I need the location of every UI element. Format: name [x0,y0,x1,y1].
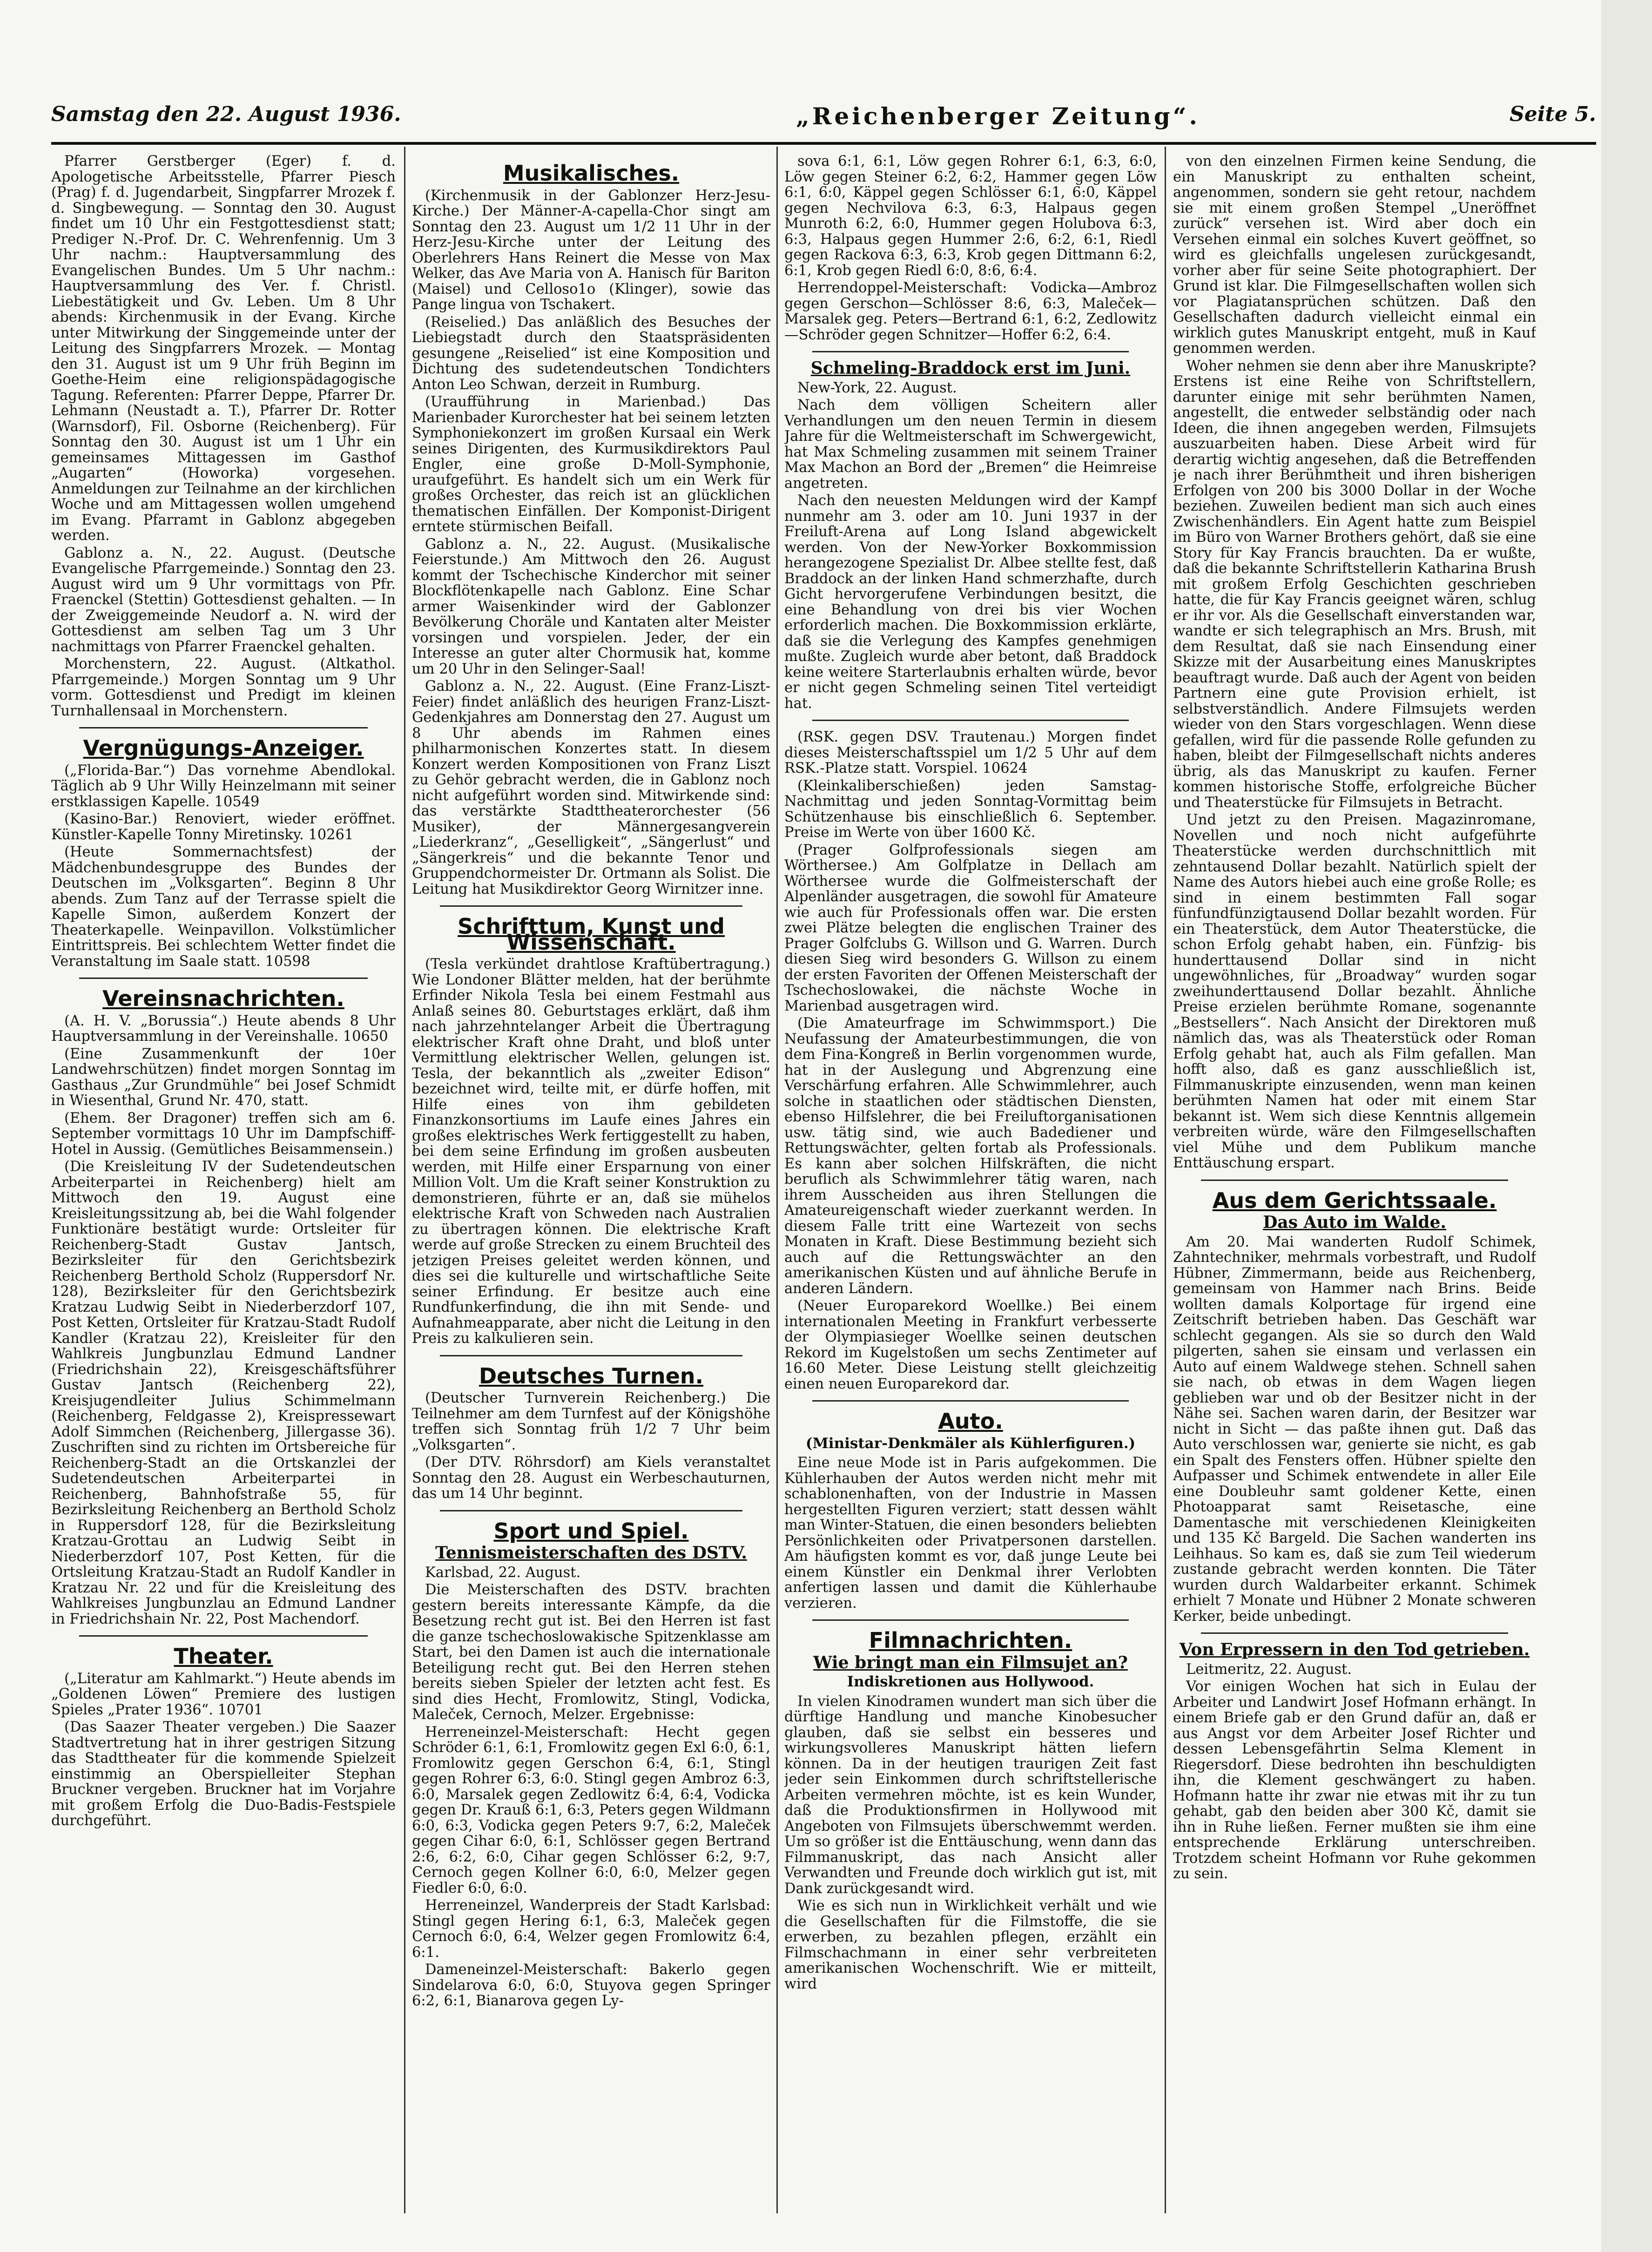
article-separator [79,727,368,728]
article-paragraph: (Kirchenmusik in der Gablonzer Herz-Jesu-Kirche.) Der Männer-A-capella-Chor singt am Sonntag den 23. August um 1/2 11 Uhr in der Herz-Jesu-Kirche unter der Leitung des Oberlehrers Hans Reinert die Messe von Max Welker, das Ave Maria von A. Hanisch für Bariton (Maisel) und Celloso1o (Klinger), sowie das Pange lingua von Tschakert. [412,187,770,313]
article-paragraph: („Florida-Bar.“) Das vornehme Abendlokal. Täglich ab 9 Uhr Willy Heinzelmann mit seiner erstklassigen Kapelle. 10549 [51,762,396,810]
article-separator [812,720,1129,721]
article-separator [79,1635,368,1637]
article-paragraph: (Reiselied.) Das anläßlich des Besuches der Liebiegstadt durch den Staatspräsidenten gesungene „Reiselied“ ist eine Komposition und Dichtung des sudetendeutschen Tondichters Anton Leo Schwan, derzeit in Rumburg. [412,314,770,393]
article-paragraph: Herreneinzel-Meisterschaft: Hecht gegen Schröder 6:1, 6:1, Fromlowitz gegen Exl 6:0, 6:1, Fromlowitz gegen Gerschon 6:4, 6:1, Stingl gegen Rohrer 6:3, 6:0. Stingl gegen Ambroz 6:3, 6:0, Marsalek gegen Zedlowitz 6:4, 6:4, Vodicka gegen Dr. Krauß 6:1, 6:3, Peters gegen Wildmann 6:0, 6:3, Vodicka gegen Peters 9:7, 6:2, Maleček gegen Cihar 6:0, 6:1, Schlösser gegen Bertrand 2:6, 6:2, 6:0, Cihar gegen Schlösser 6:2, 9:7, Cernoch gegen Kollner 6:0, 6:0, Melzer gegen Fiedler 6:0, 6:0. [412,1724,770,1896]
article-paragraph: Herrendoppel-Meisterschaft: Vodicka—Ambroz gegen Gerschon—Schlösser 8:6, 6:3, Maleček—Marsalek geg. Peters—Bertrand 6:1, 6:2, Zedlowitz—Schröder gegen Schnitzer—Hoffer 6:2, 6:4. [784,280,1157,343]
section-heading: Auto. [938,1409,1003,1434]
article-separator [440,905,742,907]
article-paragraph: Nach dem völligen Scheitern aller Verhandlungen um den neuen Termin in diesem Jahre für die Weltmeisterschaft im Schwergewicht, hat Max Schmeling zusammen mit seinem Trainer Max Machon an Bord der „Bremen“ die Heimreise angetreten. [784,397,1157,492]
article-paragraph: (Heute Sommernachtsfest) der Mädchenbundesgruppe des Bundes der Deutschen im „Volksgarten“. Beginn 8 Uhr abends. Zum Tanz auf der Terrasse spielt die Kapelle Simon, außerdem Konzert der Theaterkapelle. Weinpavillon. Volkstümlicher Eintrittspreis. Bei schlechtem Wetter findet die Veranstaltung im Saale statt. 10598 [51,844,396,970]
article-paragraph: (Kleinkaliberschießen) jeden Samstag-Nachmittag und jeden Sonntag-Vormittag beim Schützenhause bis einschließlich 6. September. Preise im Werte von über 1600 Kč. [784,777,1157,841]
article-paragraph: Morchenstern, 22. August. (Altkathol. Pfarrgemeinde.) Morgen Sonntag um 9 Uhr vorm. Gottesdienst und Predigt im kleinen Turnhallensaal in Morchenstern. [51,656,396,719]
article-paragraph: Nach den neuesten Meldungen wird der Kampf nunmehr am 3. oder am 10. Juni 1937 in der Freiluft-Arena auf Long Island abgewickelt werden. Von der New-Yorker Boxkommission herangezogene Spezialist Dr. Albee stellte fest, daß Braddock an der linken Hand schmerzhafte, durch Gicht hervorgerufene Verbindungen besitzt, die eine Behandlung von drei bis vier Wochen erforderlich machen. Die Boxkommission erklärte, daß sie die Verlegung des Kampfes genehmigen mußte. Zugleich wurde aber betont, daß Braddock keine weitere Starterlaubnis erhalten würde, bevor er nicht gegen Schmeling seinen Titel verteidigt hat. [784,492,1157,712]
article-headline: Von Erpressern in den Tod getrieben. [1179,1640,1530,1659]
article-separator [812,1619,1129,1621]
section-heading: Deutsches Turnen. [479,1363,704,1389]
column-4 [1173,154,1536,2211]
article-subheadline: Indiskretionen aus Hollywood. [847,1673,1094,1690]
column-divider [1165,147,1166,2213]
article-headline: Wie bringt man ein Filmsujet an? [813,1652,1128,1672]
article-paragraph: Vor einigen Wochen hat sich in Eulau der Arbeiter und Landwirt Josef Hofmann erhängt. In einem Briefe gab er den Grund dafür an, daß er aus Angst vor dem Arbeiter Josef Richter und dessen Lebensgefährtin Selma Klement in Riegersdorf. Diese bedrohten ihn beschuldigten ihn, die Klement geschwängert zu haben. Hofmann hatte ihr zwar nie etwas mit ihr zu tun gehabt, gab den beiden aber 300 Kč, damit sie ihn in Ruhe ließen. Ferner mußten sie ihm eine entsprechende Erklärung unterschreiben. Trotzdem scheint Hofmann vor Ruhe gekommen zu sein. [1173,1679,1536,1882]
article-paragraph: Pfarrer Gerstberger (Eger) f. d. Apologetische Arbeitsstelle, Pfarrer Piesch (Prag) f. d. Jugendarbeit, Singpfarrer Mrozek f. d. Singbewegung. — Sonntag den 30. August findet um 10 Uhr ein Festgottesdienst statt; Prediger N.-Prof. Dr. C. Wehrenfennig. Um 3 Uhr nachm.: Hauptversammlung des Evangelischen Bundes. Um 5 Uhr nachm.: Hauptversammlung des Ver. f. Christl. Liebestätigkeit und Gv. Leben. Um 8 Uhr abends: Kirchenmusik in der Evang. Kirche unter Mitwirkung der Singgemeinde unter der Leitung des Singpfarrers Mrozek. — Montag den 31. August ist um 9 Uhr früh Beginn im Goethe-Heim eine religionspädagogische Tagung. Referenten: Pfarrer Deppe, Pfarrer Dr. Lehmann (Neustadt a. T.), Pfarrer Dr. Rotter (Warnsdorf), Fil. Osborne (Reichenberg). Für Sonntag den 30. August ist um 1 Uhr ein gemeinsames Mittagessen im Gasthof „Augarten“ (Howorka) vorgesehen. Anmeldungen zur Teilnahme an der kirchlichen Woche und am Mittagessen wollen umgehend im Evang. Pfarramt in Gablonz abgegeben werden. [51,154,396,544]
section-heading: Schrifttum, Kunst und Wissenschaft. [458,914,725,955]
article-paragraph: (Das Saazer Theater vergeben.) Die Saazer Stadtvertretung hat in ihrer gestrigen Sitzung das Stadttheater für die kommende Spielzeit einstimmig an Oberspielleiter Stephan Bruckner vergeben. Bruckner hat im Vorjahre mit großem Erfolg die Duo-Badis-Festspiele durchgeführt. [51,1719,396,1829]
article-paragraph: („Literatur am Kahlmarkt.“) Heute abends im „Goldenen Löwen“ Premiere des lustigen Spieles „Prater 1936“. 10701 [51,1670,396,1718]
article-paragraph: (Tesla verkündet drahtlose Kraftübertragung.) Wie Londoner Blätter melden, hat der berühmte Erfinder Nikola Tesla bei einem Festmahl aus Anlaß seines 80. Geburtstages erklärt, daß ihm nach jahrzehntelanger Arbeit die Übertragung elektrischer Kraft ohne Draht, und bloß unter Vermittlung elektrischer Wellen, gelungen ist. Tesla, der bekanntlich als „zweiter Edison“ bezeichnet wird, teilte mit, er dürfe hoffen, mit Hilfe eines von ihm gebildeten Finanzkonsortiums im Laufe eines Jahres ein großes elektrisches Werk fertiggestellt zu haben, bei dem seine Erfindung im großen ausbeuten werden, mit Hilfe einer Ersparnung von einer Million Volt. Um die Kraft seiner Konstruktion zu demonstrieren, führte er an, daß sie mühelos elektrische Kraft von Schweden nach Australien zu übertragen können. Die elektrische Kraft werde auf große Strecken zu einem Bruchteil des jetzigen Preises geleitet werden können, und dies sei die kulturelle und wirtschaftliche Seite seiner Erfindung. Er besitze auch eine Rundfunkerfindung, die ihn mit Sende- und Aufnahmeapparate, aber nicht die Leitung in den Preis zu kalkulieren sein. [412,956,770,1347]
article-paragraph: Leitmeritz, 22. August. [1186,1661,1352,1678]
page-margin [1601,0,1652,2252]
column-1 [51,154,396,2211]
section-heading: Musikalisches. [503,161,680,186]
article-subheadline: (Ministar-Denkmäler als Kühlerfiguren.) [805,1435,1136,1452]
article-paragraph: sova 6:1, 6:1, Löw gegen Rohrer 6:1, 6:3, 6:0, Löw gegen Steiner 6:2, 6:2, Hammer gegen Löw 6:1, 6:0, Käppel gegen Schlösser 6:1, 6:0, Käppel gegen Nechvilova 6:3, 6:3, Halpaus gegen Munroth 6:2, 6:0, Hummer gegen Holubova 6:3, 6:3, Halpaus gegen Hummer 2:6, 6:2, 6:1, Riedl gegen Rackova 6:3, 6:3, Krob gegen Dittmann 6:2, 6:1, Krob gegen Riedl 6:0, 8:6, 6:4. [784,154,1157,279]
page-header [51,102,1596,144]
article-paragraph: Und jetzt zu den Preisen. Magazinromane, Novellen und noch nicht aufgeführte Theaterstücke werden durchschnittlich mit zehntausend Dollar bezahlt. Natürlich spielt der Name des Autors hiebei auch eine große Rolle; es sind in einem bestimmten Fall sogar fünfundfünzigtausend Dollar bezahlt worden. Für ein Theaterstück, dem Autor Theaterstücke, die schon Erfolg gehabt haben, ein. Fünfzig- bis hunderttausend Dollar sind in nicht ungewöhnliches, für „Broadway“ wurden sogar zweihunderttausend Dollar bezahlt. Ähnliche Preise erzielen berühmte Romane, sogenannte „Bestsellers“. Nach Ansicht der Direktoren muß nämlich das, was als Theaterstück oder Roman Erfolg gehabt hat, auch als Film gefallen. Man hofft also, daß es ganz ausschließlich ist, Filmmanuskripte einzusenden, wenn man keinen berühmten Namen hat oder mit einem Star bekannt ist. Wem sich diese Kenntnis allgemein verbreiten würde, wäre den Filmgesellschaften viel Mühe und dem Publikum manche Enttäuschung erspart. [1173,812,1536,1171]
article-paragraph: (Ehem. 8er Dragoner) treffen sich am 6. September vormittags 10 Uhr im Dampfschiff-Hotel in Aussig. (Gemütliches Beisammensein.) [51,1110,396,1158]
article-paragraph: Karlsbad, 22. August. [425,1564,581,1581]
page-number: Seite 5. [1509,102,1596,126]
column-2 [412,154,770,2211]
article-headline: Tennismeisterschaften des DSTV. [435,1543,747,1563]
article-paragraph: Eine neue Mode ist in Paris aufgekommen. Die Kühlerhauben der Autos werden nicht mehr mit schablonenhaften, von der Industrie in Massen hergestellten Figuren verziert; statt dessen wählt man Winter-Statuen, die einen besonders beliebten Persönlichkeiten oder Privatpersonen darstellen. Am häufigsten kommt es vor, daß junge Leute bei einem Künstler ein Denkmal ihrer Verlobten anfertigen lassen und damit die Kühlerhaube verzieren. [784,1455,1157,1611]
column-divider [404,147,405,2213]
section-heading: Aus dem Gerichtssaale. [1212,1187,1497,1213]
article-paragraph: (Kasino-Bar.) Renoviert, wieder eröffnet. Künstler-Kapelle Tonny Miretinsky. 10261 [51,811,396,843]
article-paragraph: Dameneinzel-Meisterschaft: Bakerlo gegen Sindelarova 6:0, 6:0, Stuyova gegen Springer 6:2, 6:1, Bianarova gegen Ly- [412,1962,770,2009]
article-separator [812,1400,1129,1402]
article-paragraph: Herreneinzel, Wanderpreis der Stadt Karlsbad: Stingl gegen Hering 6:1, 6:3, Maleček gegen Cernoch 6:0, 6:4, Welzer gegen Fromlowitz 6:4, 6:1. [412,1897,770,1961]
section-heading: Theater. [174,1644,273,1669]
newspaper-title: „Reichenberger Zeitung“. [796,102,1200,130]
column-divider [776,147,778,2213]
article-separator [440,1510,742,1511]
section-heading: Filmnachrichten. [869,1628,1072,1653]
article-paragraph: (Prager Golfprofessionals siegen am Wörthersee.) Am Golfplatze in Dellach am Wörthersee wurde die Golfmeisterschaft der Alpenländer ausgetragen, die sowohl für Amateure wie auch für Professionals offen war. Die ersten zwei Plätze belegten die englischen Trainer des Prager Golfclubs G. Willson und G. Warren. Durch diesen Sieg wird besonders G. Willson zu einem der ersten Favoriten der Offenen Meisterschaft der Tschechoslowakei, die nächste Woche in Marienbad ausgetragen wird. [784,842,1157,1014]
article-paragraph: Wie es sich nun in Wirklichkeit verhält und wie die Gesellschaften für die Filmstoffe, die sie erwerben, zu bezahlen pflegen, erzählt ein Filmschachmann in einer sehr verbreiteten amerikanischen Wochenschrift. Wie er mitteilt, wird [784,1898,1157,1992]
article-paragraph: Die Meisterschaften des DSTV. brachten gestern bereits interessante Kämpfe, da die Besetzung recht gut ist. Bei den Herren ist fast die ganze tschechoslowakische Spitzenklasse am Start, bei den Damen ist auch die internationale Beteiligung recht gut. Bei den Herren stehen bereits sieben Spieler der letzten acht fest. Es sind dies Hecht, Fromlowitz, Stingl, Vodicka, Maleček, Cernoch, Melzer. Ergebnisse: [412,1582,770,1723]
article-paragraph: (A. H. V. „Borussia“.) Heute abends 8 Uhr Hauptversammlung in der Vereinshalle. 10650 [51,1012,396,1045]
column-3 [784,154,1157,2211]
article-separator [812,351,1129,352]
header-date: Samstag den 22. August 1936. [51,102,401,126]
article-paragraph: (RSK. gegen DSV. Trautenau.) Morgen findet dieses Meisterschaftsspiel um 1/2 5 Uhr auf dem RSK.-Platze statt. Vorspiel. 10624 [784,729,1157,776]
header-rule [51,142,1596,145]
article-paragraph: (Neuer Europarekord Woellke.) Bei einem internationalen Meeting in Frankfurt verbesserte der Olympiasieger Woellke seinen deutschen Rekord im Kugelstoßen um sechs Zentimeter auf 16.60 Meter. Diese Leistung stellt gleichzeitig einen neuen Europarekord dar. [784,1298,1157,1392]
article-headline: Das Auto im Walde. [1263,1213,1446,1232]
article-paragraph: New-York, 22. August. [797,379,957,396]
section-heading: Vergnügungs-Anzeiger. [83,735,364,761]
article-separator [1201,1180,1508,1181]
article-paragraph: Am 20. Mai wanderten Rudolf Schimek, Zahntechniker, mehrmals vorbestraft, und Rudolf Hübner, Zimmermann, beide aus Reichenberg, gemeinsam von Hammer nach Brins. Beide wollten damals Kolportage für irgend eine Zeitschrift betrieben haben. Das Geschäft war schlecht gegangen. Als sie so durch den Wald pilgerten, sahen sie einsam und verlassen ein Auto auf einem Waldwege stehen. Schnell sahen sie nach, ob etwas in dem Wagen liegen geblieben war und ob der Besitzer nicht in der Nähe sei. Sachen waren darin, der Besitzer war nicht in Sicht — das paßte ihnen gut. Daß das Auto verschlossen war, genierte sie nicht, es gab ein Spalt des Fensters offen. Hübner spielte den Aufpasser und Schimek entwendete in aller Eile eine Doubleuhr samt goldener Kette, einen Photoapparat samt Reisetasche, eine Damentasche mit verschiedenen Kleinigkeiten und 135 Kč Bargeld. Die Sachen wanderten ins Leihhaus. So kam es, daß sie zum Teil wiederum zustande gebracht werden konnten. Die Täter wurden durch Waldarbeiter erkannt. Schimek erhielt 7 Monate und Hübner 2 Monate schweren Kerker, beide unbedingt. [1173,1234,1536,1625]
article-paragraph: Gablonz a. N., 22. August. (Eine Franz-Liszt-Feier) findet anläßlich des heurigen Franz-Liszt-Gedenkjahres am Donnerstag den 27. August um 8 Uhr abends im Rahmen eines philharmonischen Konzertes statt. In diesem Konzert werden Kompositionen von Franz Liszt zu Gehör gebracht werden, die in Gablonz noch nicht aufgeführt worden sind. Mitwirkende sind: das verstärkte Stadttheaterorchester (56 Musiker), der Männergesangverein „Liederkranz“, „Geselligkeit“, „Sängerlust“ und „Sängerkreis“ und die bekannte Tenor und Gruppendchormeister Dr. Ortmann als Solist. Die Leitung hat Musikdirektor Georg Wirnitzer inne. [412,678,770,897]
article-paragraph: Gablonz a. N., 22. August. (Deutsche Evangelische Pfarrgemeinde.) Sonntag den 23. August wird um 9 Uhr vormittags von Pfr. Fraenckel (Stettin) Gottesdienst gehalten. — In der Zweiggemeinde Neudorf a. N. wird der Gottesdienst am selben Tag um 3 Uhr nachmittags von Pfarrer Fraenckel gehalten. [51,545,396,655]
article-paragraph: Woher nehmen sie denn aber ihre Manuskripte? Erstens ist eine Reihe von Schriftstellern, darunter einige mit sehr berühmten Namen, angestellt, die entweder selbständig oder nach Ideen, die ihnen angegeben werden, Filmsujets auszuarbeiten haben. Diese Arbeit wird für derartig wichtig angesehen, daß die Betreffenden je nach ihrer Berühmtheit und ihren bisherigen Erfolgen von 200 bis 3000 Dollar in der Woche beziehen. Zuweilen bedient man sich auch eines Zwischenhändlers. Ein Agent hatte zum Beispiel im Büro von Warner Brothers gehört, daß sie eine Story für Kay Francis brauchten. Da er wußte, daß die bekannte Schriftstellerin Katharina Brush mit großem Erfolg Geschichten geschrieben hatte, die für Kay Francis geeignet wären, schlug er ihr vor. Als die Gesellschaft einverstanden war, wandte er sich telegraphisch an Mrs. Brush, mit dem Resultat, daß sie nach Einsendung einer Skizze mit der Ausarbeitung eines Manuskriptes beauftragt wurde. Daß auch der Agent von beiden Partnern eine gute Provision erhielt, ist selbstverständlich. Andere Filmsujets werden wieder von den Stars vorgeschlagen. Wenn diese gefallen, wird für die passende Rolle gefunden zu haben, bleibt der Filmgesellschaft nichts anderes übrig, als das Manuskript zu kaufen. Ferner kommen historische Stoffe, erfolgreiche Bücher und Theaterstücke für Filmsujets in Betracht. [1173,357,1536,811]
article-paragraph: von den einzelnen Firmen keine Sendung, die ein Manuskript zu enthalten scheint, angenommen, sondern sie geht retour, nachdem sie mit einem großen Stempel „Uneröffnet zurück“ versehen ist. Wird aber doch ein Versehen einmal ein solches Kuvert geöffnet, so wird es gleichfalls ungelesen zurückgesandt, vorher aber für seine Seite photographiert. Der Grund ist klar. Die Filmgesellschaften wollen sich vor Plagiatansprüchen schützen. Daß den Gesellschaften dadurch vielleicht einmal ein wirklich gutes Manuskript entgeht, muß in Kauf genommen werden. [1173,154,1536,357]
article-separator [79,978,368,979]
section-heading: Vereinsnachrichten. [102,986,344,1011]
article-headline: Schmeling-Braddock erst im Juni. [810,358,1131,378]
article-paragraph: (Die Amateurfrage im Schwimmsport.) Die Neufassung der Amateurbestimmungen, die von dem Fina-Kongreß in Berlin vorgenommen wurde, hat in der Auslegung und Abgrenzung eine Verschärfung erfahren. Alle Schwimmlehrer, auch solche in staatlichen oder städtischen Diensten, ebenso Hilfslehrer, die bei Freiluftorganisationen usw. tätig sind, wie auch Badediener und Rettungswächter, gelten fortab als Professionals. Es kann aber solchen Hilfskräften, die nicht beruflich als Schwimmlehrer tätig waren, nach ihrem Ausscheiden aus ihren Stellungen die Amateureigenschaft wieder zuerkannt werden. In diesem Falle tritt eine Wartezeit von sechs Monaten in Kraft. Diese Bestimmung bezieht sich auch auf die Rettungswächter an den amerikanischen Küsten und auf ähnliche Berufe in anderen Ländern. [784,1015,1157,1297]
article-paragraph: (Eine Zusammenkunft der 10er Landwehrschützen) findet morgen Sonntag im Gasthaus „Zur Grundmühle“ bei Josef Schmidt in Wiesenthal, Grund Nr. 470, statt. [51,1045,396,1109]
article-paragraph: Gablonz a. N., 22. August. (Musikalische Feierstunde.) Am Mittwoch den 26. August kommt der Tschechische Kinderchor mit seiner Blockflötenkapelle nach Gablonz. Eine Schar armer Waisenkinder wird der Gablonzer Bevölkerung Choräle und Kantaten alter Meister vorsingen und vorspielen. Jeder, der ein Interesse an guter alter Chormusik hat, komme um 20 Uhr in den Selinger-Saal! [412,536,770,677]
article-separator [1201,1632,1508,1634]
article-paragraph: (Der DTV. Röhrsdorf) am Kiels veranstaltet Sonntag den 28. August ein Werbeschauturnen, das um 14 Uhr beginnt. [412,1454,770,1502]
article-paragraph: In vielen Kinodramen wundert man sich über die dürftige Handlung und manche Kinobesucher glauben, daß sie selbst ein besseres und wirkungsvolleres Manuskript hätten liefern können. Da in der heutigen traurigen Zeit fast jeder sein Einkommen durch schriftstellerische Arbeiten vermehren möchte, ist es kein Wunder, daß die Produktionsfirmen in Hollywood mit Angeboten von Filmsujets überschwemmt werden. Um so größer ist die Enttäuschung, wenn dann das Filmmanuskript, das nach Ansicht aller Verwandten und Freunde doch wirklich gut ist, mit Dank zurückgesandt wird. [784,1693,1157,1897]
article-paragraph: (Die Kreisleitung IV der Sudetendeutschen Arbeiterpartei in Reichenberg) hielt am Mittwoch den 19. August eine Kreisleitungssitzung ab, bei die Wahl folgender Funktionäre bestätigt wurde: Ortsleiter für Reichenberg-Stadt Gustav Jantsch, Bezirksleiter für den Gerichtsbezirk Reichenberg Berthold Scholz (Ruppersdorf Nr. 128), Bezirksleiter für den Gerichtsbezirk Kratzau Ludwig Seibt in Niederberzdorf 107, Post Ketten, Ortsleiter für Kratzau-Stadt Rudolf Kandler (Kratzau 22), Kreisleiter für den Wahlkreis Jungbunzlau Edmund Landner (Friedrichshain 22), Kreisgeschäftsführer Gustav Jantsch (Reichenberg 22), Kreisjugendleiter Julius Schimmelmann (Reichenberg, Feldgasse 2), Kreispressewart Adolf Simmchen (Reichenberg, Jillergasse 36). Zuschriften sind zu richten im Ortsbereiche für Reichenberg-Stadt an die Ortskanzlei der Sudetendeutschen Arbeiterpartei in Reichenberg, Bahnhofstraße 55, für Bezirksleitung Reichenberg an Berthold Scholz in Ruppersdorf 128, für die Bezirksleitung Kratzau-Grottau an Ludwig Seibt in Niederberzdorf 107, Post Ketten, für die Ortsleitung Kratzau-Stadt an Rudolf Kandler in Kratzau Nr. 22 und für die Kreisleitung des Wahlkreises Jungbunzlau an Edmund Landner in Friedrichshain Nr. 22, Post Machendorf. [51,1159,396,1627]
article-separator [440,1355,742,1356]
article-paragraph: (Uraufführung in Marienbad.) Das Marienbader Kurorchester hat bei seinem letzten Symphoniekonzert im großen Kursaal ein Werk seines Dirigenten, des Kurmusikdirektors Paul Engler, eine große D-Moll-Symphonie, uraufgeführt. Es handelt sich um ein Werk für großes Orchester, das reich ist an glücklichen thematischen Einfällen. Der Komponist-Dirigent erntete stürmischen Beifall. [412,394,770,535]
article-paragraph: (Deutscher Turnverein Reichenberg.) Die Teilnehmer am dem Turnfest auf der Königshöhe treffen sich Sonntag früh 1/2 7 Uhr beim „Volksgarten“. [412,1390,770,1453]
section-heading: Sport und Spiel. [493,1518,689,1544]
